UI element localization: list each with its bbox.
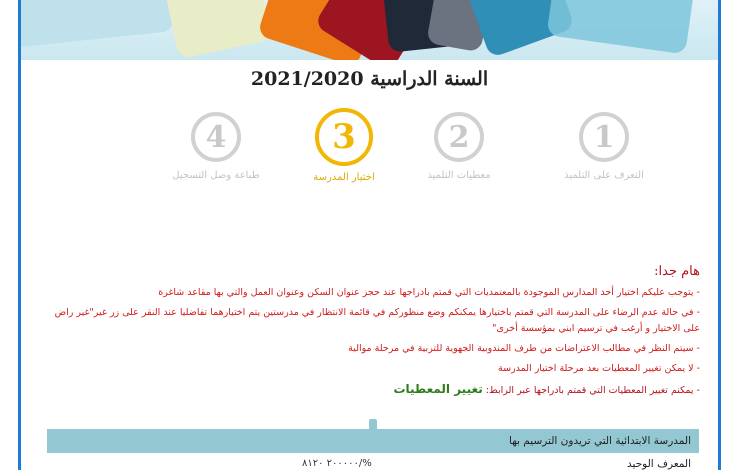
step-label: اختيار المدرسة bbox=[313, 172, 375, 183]
step-number-circle: 4 bbox=[191, 112, 241, 162]
identifier-label: المعرف الوحيد bbox=[627, 458, 691, 470]
change-data-text: - يمكنم تغيير المعطيات التي قمتم بادراجها عبر الرابط: bbox=[485, 385, 700, 396]
change-data-link[interactable]: تغيير المعطيات bbox=[393, 382, 483, 396]
section-marker bbox=[369, 419, 377, 433]
important-notice bbox=[40, 264, 700, 403]
school-section-label: المدرسة الابتدائية التي تريدون الترسيم بها bbox=[509, 435, 691, 447]
step-number-circle: 3 bbox=[315, 108, 373, 166]
banner-decoration bbox=[165, 0, 272, 59]
identifier-row bbox=[47, 458, 699, 470]
step-print-receipt bbox=[151, 112, 281, 181]
notice-item: - لا يمكن تغيير المعطيات بعد مرحلة اختيار المدرسة bbox=[498, 363, 700, 374]
step-choose-school bbox=[279, 112, 409, 183]
step-student-data bbox=[394, 112, 524, 181]
header-banner bbox=[21, 0, 718, 60]
school-year-title: السنة الدراسية 2021/2020 bbox=[250, 68, 489, 90]
step-number-circle: 1 bbox=[579, 112, 629, 162]
school-section-header bbox=[47, 429, 699, 453]
page-frame bbox=[18, 0, 721, 470]
step-number-circle: 2 bbox=[434, 112, 484, 162]
change-data-note bbox=[40, 381, 700, 399]
notice-item: - يتوجب عليكم اختيار أحد المدارس الموجودة بالمعتمديات التي قمتم بادراجها عند حجز عنوان السكن وعنوان العمل والتي بها مقاعد شاغرة bbox=[158, 287, 700, 298]
identifier-value: %/٢٠٠٠٠٠ ٨١٢٠ bbox=[302, 458, 372, 469]
registration-steps bbox=[21, 112, 718, 192]
notice-item: - سيتم النظر في مطالب الاعتراضات من طرف المندوبية الجهوية للتربية في مرحلة موالية bbox=[348, 343, 700, 354]
notice-title: هام جدا: bbox=[654, 264, 700, 279]
step-label: التعرف على التلميذ bbox=[564, 170, 644, 181]
banner-decoration bbox=[21, 0, 174, 49]
notice-item: - في حالة عدم الرضاء على المدرسة التي قمتم باختيارها يمكنكم وضع منظوركم في قائمة الانتظار في مدرستين يتم اختيارهما تفاضليا عند النقر على زر غير"غير راض على الاختيار و أرغب في ترسيم ابني بمؤسسة أخرى" bbox=[54, 307, 700, 334]
step-label: طباعة وصل التسجيل bbox=[172, 170, 260, 181]
step-label: معطيات التلميذ bbox=[427, 170, 491, 181]
banner-decoration bbox=[546, 0, 695, 54]
step-identify-student bbox=[539, 112, 669, 181]
